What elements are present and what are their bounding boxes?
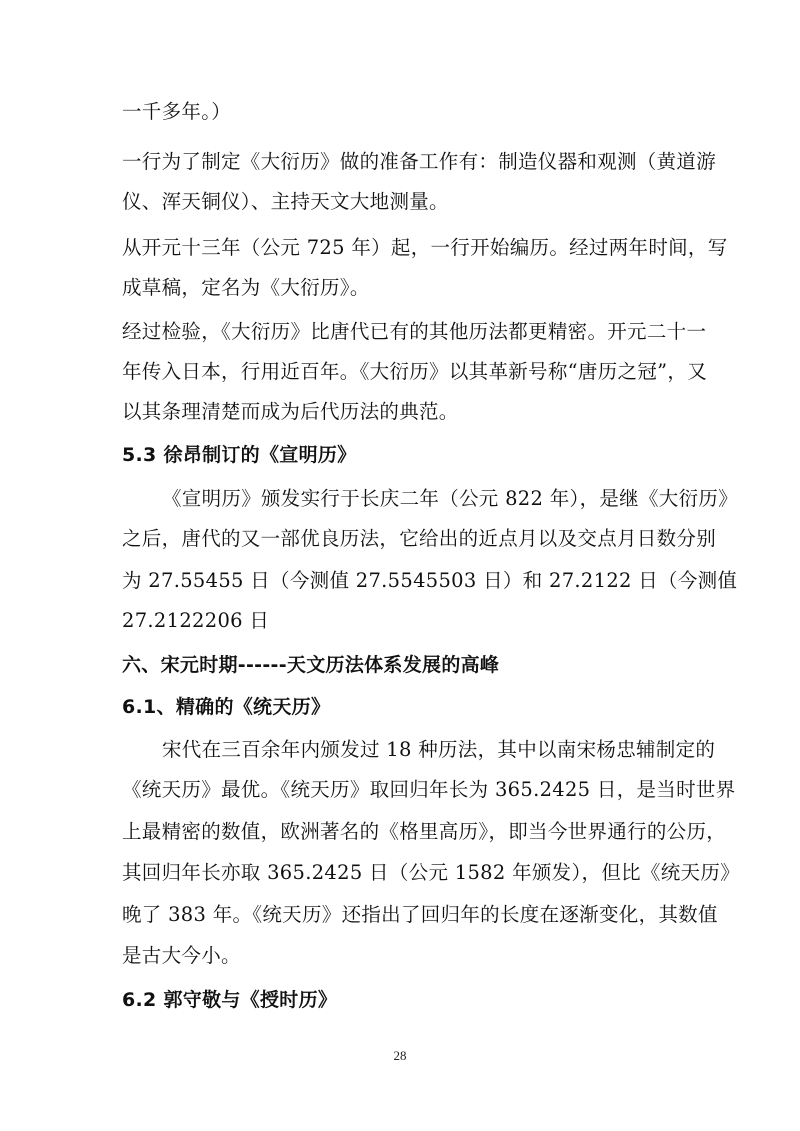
paragraph-line: 一千多年。） bbox=[122, 100, 232, 123]
paragraph-line: 经过检验，《大衍历》比唐代已有的其他历法都更精密。开元二十一 bbox=[122, 320, 707, 343]
paragraph-line: 仪、浑天铜仪）、主持天文大地测量。 bbox=[122, 190, 449, 213]
paragraph-line: 从开元十三年（公元 725 年）起，一行开始编历。经过两年时间，写 bbox=[122, 236, 728, 259]
section-heading-5-3: 5.3 徐昂制订的《宣明历》 bbox=[122, 444, 357, 466]
chapter-heading-6: 六、宋元时期------天文历法体系发展的高峰 bbox=[122, 654, 500, 676]
paragraph-line: 是古大今小。 bbox=[122, 944, 241, 967]
paragraph-line: 为 27.55455 日（今测值 27.5545503 日）和 27.2122 日（今测值 bbox=[122, 569, 738, 592]
paragraph-line: 《统天历》最优。《统天历》取回归年长为 365.2425 日，是当时世界 bbox=[122, 778, 736, 801]
section-heading-6-2: 6.2 郭守敬与《授时历》 bbox=[122, 989, 338, 1011]
paragraph-line: 年传入日本，行用近百年。《大衍历》以其革新号称“唐历之冠”，又 bbox=[122, 360, 707, 383]
paragraph-line: 宋代在三百余年内颁发过 18 种历法，其中以南宋杨忠辅制定的 bbox=[162, 738, 716, 761]
paragraph-line: 之后，唐代的又一部优良历法，它给出的近点月以及交点月日数分别 bbox=[122, 527, 717, 550]
paragraph-line: 成草稿，定名为《大衍历》。 bbox=[122, 276, 370, 299]
page-number: 28 bbox=[393, 1048, 407, 1063]
paragraph-line: 晚了 383 年。《统天历》还指出了回归年的长度在逐渐变化，其数值 bbox=[122, 903, 718, 926]
paragraph-line: 一行为了制定《大衍历》做的准备工作有：制造仪器和观测（黄道游 bbox=[122, 150, 717, 173]
paragraph-line: 其回归年长亦取 365.2425 日（公元 1582 年颁发），但比《统天历》 bbox=[122, 861, 740, 884]
paragraph-line: 以其条理清楚而成为后代历法的典范。 bbox=[122, 400, 459, 423]
paragraph-line: 《宣明历》颁发实行于长庆二年（公元 822 年），是继《大衍历》 bbox=[162, 487, 738, 510]
section-heading-6-1: 6.1、精确的《统天历》 bbox=[122, 696, 331, 718]
paragraph-line: 上最精密的数值，欧洲著名的《格里高历》，即当今世界通行的公历， bbox=[122, 820, 727, 843]
paragraph-line: 27.2122206 日 bbox=[122, 609, 270, 632]
